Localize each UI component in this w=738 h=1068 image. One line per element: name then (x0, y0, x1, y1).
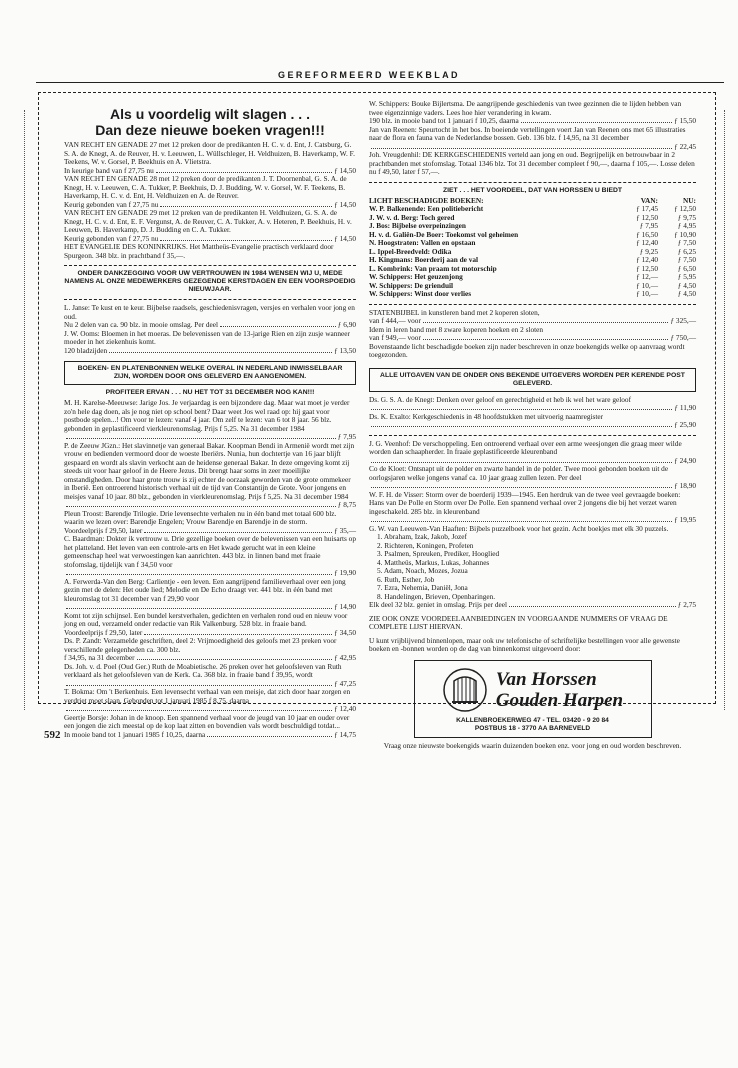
puzzle-item: 3. Psalmen, Spreuken, Prediker, Hooglied (377, 549, 500, 558)
intro-1: VAN RECHT EN GENADE 27 met 12 preken door de predikanten H. C. v. d. Ent, J. Catsburg, G. S. A. de Knegt, A. de Reuver, H. v. Leeuwen, L. Wüllschleger, H. Veldhuizen, B. Haverkamp, W. F. Teekens, W. v. Gorsel, P. Beekhuis en A. Vlietstra. (64, 140, 355, 166)
book-entry-8: Ds. Joh. v. d. Poel (Oud Ger.) Ruth de Moabietische. 26 preken over het geloofsleven van Ruth verklaard als het geloofsleven van de Kerk. Ca. 368 blz. in fraaie band f 39,95, wordt (64, 661, 342, 679)
price-line-r9: Elk deel 32 blz. geniet in omslag. Prijs per deel ƒ 2,75 (369, 600, 696, 609)
intro-4: HET EVANGELIE DES KONINKRIJKS. Het Mattheüs-Evangelie practisch verklaard door Spurgeon. 348 blz. in prachtband f 35,—. (64, 242, 334, 260)
headline-2: Dan deze nieuwe boeken vragen!!! (95, 122, 325, 138)
puzzle-item: 2. Richteren, Koningen, Profeten (377, 540, 474, 550)
sale-row: J. Bos: Bijbelse overpeinzingen ƒ 7,95 ƒ 4,95 (369, 221, 696, 230)
logo-postbox: POSTBUS 18 - 3770 AA BARNEVELD (474, 724, 591, 732)
sale-row: W. Schippers: De grienduil ƒ 10,— ƒ 4,50 (369, 280, 696, 290)
price-line-1: In keurige band van f 27,75 nu ƒ 14,50 (64, 165, 356, 175)
intro-3: VAN RECHT EN GENADE 29 met 12 preken van de predikanten H. Veldhuizen, G. S. A. de Knegt, H. C. v. d. Ent, E. F. Vergunst, A. de Reuver, C. A. Tukker, A. v. Heteren, P. Beekhuis, H. v. Leeuwen, B. Haverkamp, D. J. Budding en C. A. Tukker. (64, 208, 352, 234)
divider (369, 435, 696, 436)
header-title: GEREFORMEERD WEEKBLAD (278, 70, 460, 80)
book-entry-r9: G. W. van Leeuwen-Van Haaften: Bijbels puzzelboek voor het gezin. Acht boekjes met elk 30 puzzels. (369, 523, 669, 533)
left-margin-marks (24, 110, 31, 710)
sale-row: J. W. v. d. Berg: Toch gered ƒ 12,50 ƒ 9,75 (369, 212, 696, 222)
headline-1: Als u voordelig wilt slagen . . . (110, 106, 310, 122)
footer-note: Vraag onze nieuwste boekengids waarin duizenden boeken enz. voor jong en oud worden beschreven. (383, 740, 682, 750)
book-entry-r4: Ds. G. S. A. de Knegt: Denken over geloof en gerechtigheid et heb ik wel het ware geloof (369, 394, 631, 404)
profit-heading: PROFITEER ERVAN . . . NU HET TOT 31 DECEMBER NOG KAN!!! (105, 389, 315, 396)
book-entry-r6: J. G. Veenhof: De verschoppeling. Een ontroerend verhaal over een arme weesjongen die graag meer wilde worden dan schaapherder. In fraaie geplastificeerde kleurenband (369, 438, 682, 456)
right-margin-marks (724, 110, 731, 710)
ooms-entry: J. W. Ooms: Bloemen in het moeras. De belevenissen van de 13-jarige Rien en zijn zusje wanneer moeder in het ziekenhuis komt. (64, 328, 350, 346)
book-entry-r8: W. F. H. de Visser: Storm over de boerderij 1939—1945. Een herdruk van de twee veel gevraagde boeken: Hans van De Polle en Storm over De Polle. Een spannend verhaal over 2 jongens die bij het verzet waren ingeschakeld. 285 blz. in kleurenband (369, 489, 681, 516)
statenbijbel-entry-2: Idem in leren band met 8 zware koperen hoeken en 2 sloten (369, 324, 544, 334)
sale-row: W. Schippers: Het geuzenjong ƒ 12,— ƒ 5,95 (369, 272, 696, 281)
book-entry-r3: Joh. Vreugdenhil: DE KERKGESCHIEDENIS verteld aan jong en oud. Begrijpelijk en betrouwbaar in 2 prachtbanden met stofomslag. Totaal 1346 blz. Tot 31 december compleet f 90,—, daarna f 105,—. Losse delen nu f 49,50, later f 57,—. (369, 150, 695, 176)
puzzle-item: 1. Abraham, Izak, Jakob, Jozef (377, 532, 467, 541)
sale-row: H. Kingmans: Boerderij aan de val ƒ 12,40 ƒ 7,50 (369, 255, 696, 264)
intro-2: VAN RECHT EN GENADE 28 met 12 preken door de predikanten J. T. Doornenbal, G. S. A. de Knegt, H. v. Leeuwen, C. A. Tukker, P. Beekhuis, D. J. Budding, W. v. Gorsel, W. F. Teekens, B. Haverkamp, H. C. v. d. Ent, H. Veldhuizen en A. de Reuver. (64, 174, 347, 200)
book-entry-r5: Ds. K. Exalto: Kerkgeschiedenis in 48 hoofdstukken met uitvoerig naamregister (369, 411, 604, 421)
book-entry-r7: Co de Kloet: Ontsnapt uit de polder en zwarte handel in de polder. Twee mooi gebonden boeken uit de oorlogsjaren welke jongens vanaf ca. 10 jaar graag zullen lezen. Per deel (369, 464, 669, 482)
book-entry-4: C. Baardman: Dokter ik vertrouw u. Drie gezellige boeken over de belevenissen van een huisarts op het platteland. Het leven van een controle-arts en Het kwade gerucht wat in een kleine gemeenschap heel wat verwoestingen kan aanrichten. 443 blz. in linnen band met fraaie stofomslag, tijdelijk van f 34,50 voor (64, 534, 356, 569)
price-line-r8: ƒ 19,95 (369, 516, 696, 525)
publishers-box: ALLE UITGAVEN VAN DE ONDER ONS BEKENDE UITGEVERS WORDEN PER KERENDE POST GELEVERD. (369, 368, 696, 392)
ziet-heading: ZIET . . . HET VOORDEEL, DAT VAN HORSSEN U BIEDT (442, 186, 623, 194)
harp-icon (442, 667, 488, 713)
price-line-r1: 190 blz. in mooie band tot 1 januari f 10,25, daarna ƒ 15,50 (369, 116, 696, 125)
price-line-staten: van f 444,— voor ƒ 325,— (369, 316, 696, 325)
vouchers-box: BOEKEN- EN PLATENBONNEN WELKE OVERAL IN NEDERLAND INWISSELBAAR ZIJN, WORDEN DOOR ONS GELEVERD EN AANGENOMEN. (64, 361, 356, 385)
price-line-b9: ƒ 12,40 (64, 705, 356, 714)
price-line-ooms: 120 bladzijden ƒ 13,50 (64, 345, 356, 355)
price-line-b1: ƒ 7,95 (64, 433, 356, 442)
price-line-r2: ƒ 22,45 (369, 143, 696, 152)
ordering-note: U kunt vrijblijvend binnenlopen, maar ook uw telefonische of schriftelijke bestellingen voor alle gewenste boeken en -bonnen worden op de dag van binnenkomst uitgevoerd door: (369, 635, 680, 653)
divider (64, 265, 356, 266)
price-line-b6: Voordeelprijs f 29,50, later ƒ 34,50 (64, 627, 356, 637)
book-entry-r2: Jan van Reenen: Speurtocht in het bos. In boeiende vertellingen voert Jan van Reenen ons met 65 illustraties naar de flora en fauna van de Nederlandse bossen. Geb. 136 blz. f 14,95, na 31 december (369, 124, 686, 142)
sale-table-header: LICHT BESCHADIGDE BOEKEN: VAN: NU: (369, 195, 696, 205)
see-also-note: ZIE OOK ONZE VOORDEELAANBIEDINGEN IN VOORGAANDE NUMMERS OF VRAAG DE COMPLETE LIJST HIERVAN. (369, 613, 668, 631)
divider (369, 304, 696, 305)
right-column (369, 100, 696, 750)
price-line-janse: Nu 2 delen van ca. 90 blz. in mooie omslag. Per deel ƒ 6,90 (64, 320, 356, 329)
price-line-b7: f 34,95, na 31 december ƒ 42,95 (64, 653, 356, 662)
book-entry-r1: W. Schippers: Bouke Bijlertsma. De aangrijpende geschiedenis van twee gezinnen die te lijden hebben van twee eigenzinnige vaders. Lees hoe hier verandering in kwam. (369, 99, 682, 117)
book-entry-1: M. H. Karelse-Meeuwse: Jarige Jos. Je verjaardag is een bijzondere dag. Maar wat moet je verder zo'n hele dag doen, als je nog niet op school bent? Daar weet Jos wel raad op: hij gaat voor postbode spelen...! Om voor te lezen: vanaf 4 jaar. Om zelf te lezen: van 6 tot 8 jaar. 56 blz. gebonden in geplastificeerd vierkleurenomslag. Prijs f 5,25. Na 31 december 1984 (64, 398, 350, 433)
logo-name-1: Van Horssen (495, 668, 597, 690)
thanks-message: ONDER DANKZEGGING VOOR UW VERTROUWEN IN 1984 WENSEN WIJ U, MEDE NAMENS AL ONZE MEDEWERKERS GEZEGENDE KERSTDAGEN EN EEN VOORSPOEDIG NIEUWJAAR. (64, 270, 356, 293)
statenbijbel-entry: STATENBIJBEL in kunstleren band met 2 koperen sloten, (369, 307, 540, 317)
page-number: 592 (44, 729, 61, 741)
left-column (64, 100, 356, 739)
price-line-r4: ƒ 11,90 (369, 404, 696, 413)
divider (369, 182, 696, 183)
divider (64, 299, 356, 300)
price-line-b4: ƒ 19,90 (64, 569, 356, 578)
puzzle-item: 4. Mattheüs, Markus, Lukas, Johannes (377, 557, 490, 567)
price-line-b2: ƒ 8,75 (64, 501, 356, 510)
statenbijbel-note: Bovenstaande licht beschadigde boeken zijn nader beschreven in onze boekengids welke op aanvraag wordt toegezonden. (369, 341, 685, 359)
price-line-r6: ƒ 24,90 (369, 457, 696, 466)
price-line-b5: ƒ 14,90 (64, 603, 356, 612)
price-line-3: Keurig gebonden van f 27,75 nu ƒ 14,50 (64, 233, 356, 243)
book-entry-9: T. Bokma: Om 't Berkenhuis. Een levensecht verhaal van een meisje, dat zich door haar zorgen en verdriet moet slaan. Gebonden tot 1 januari 1985 f 8,75, daarna (64, 687, 351, 705)
sale-row: L. Ippel-Breedveld: Odika ƒ 9,25 ƒ 6,25 (369, 246, 696, 256)
price-line-r7: ƒ 18,90 (369, 482, 696, 491)
book-entry-2: P. de Zeeuw JGzn.: Het slavinnetje van generaal Bakar. Koopman Bendi in Armenië wordt met zijn vrouw en bedienden vermoord door de woeste Iberiërs. Nunia, hun dochtertje van 16 jaar blijft gespaard en wordt als slavin verkocht aan de heidense generaal Bakar. In deze omgeving komt zij steeds uit voor haar geloof in de Heere Jezus. Dit brengt haar soms in zeer moeilijke omstandigheden. Door haar grote trouw is zij echter de oorzaak geworden van de grote ommekeer in Iberië. Een ontroerend historisch verhaal uit de tijd van Constantijn de Grote. Voor jongens en meisjes vanaf 10 jaar. 80 blz., gebonden in vierkleurenomslag. Prijs f 5,25. Na 31 december 1984 (64, 440, 355, 501)
puzzle-item: 6. Ruth, Esther, Job (377, 574, 435, 584)
book-entry-5: A. Ferwerda-Van den Berg: Carlientje - een leven. Een aangrijpend familieverhaal over een jong gezin met de delen: Het oude lied; Melodie en De Echo draagt ver. 441 blz. in één band met kleuromslag tot 31 december van f 29,90 voor (64, 576, 346, 603)
puzzle-list (369, 533, 696, 601)
price-line-staten2: van f 949,— voor ƒ 750,— (369, 333, 696, 342)
book-entry-6: Komt tot zijn schijnsel. Een bundel kerstverhalen, gedichten en verhalen rond oud en nieuw voor jong en oud, verzameld onder redactie van Rik Valkenburg. 528 blz. in fraaie band. (64, 610, 348, 628)
book-entry-3: Pleun Troost: Barendje Trilogie. Drie levensechte verhalen nu in één band met totaal 600 blz. waarin we lezen over: Barendje Engelen; Vrouw Barendje en Barendje in de storm. (64, 508, 337, 526)
header-rule (36, 82, 724, 83)
puzzle-item: 8. Handelingen, Brieven, Openbaringen. (377, 591, 496, 601)
sale-table (369, 205, 696, 299)
publisher-logo-box (414, 660, 652, 738)
price-line-2: Keurig gebonden van f 27,75 nu ƒ 14,50 (64, 199, 356, 209)
sale-row: W. Schippers: Winst door verlies ƒ 10,— ƒ 4,50 (369, 289, 696, 298)
price-line-b3: Voordeelprijs f 29,50, later ƒ 35,— (64, 525, 356, 535)
logo-address: KALLENBROEKERWEG 47 - TEL. 03420 - 9 20 84 (456, 716, 609, 724)
puzzle-item: 7. Ezra, Nehemia, Daniël, Jona (377, 583, 468, 592)
sale-row: W. P. Balkenende: Een politiebericht ƒ 17,45 ƒ 12,50 (369, 204, 696, 213)
book-entry-10: Geertje Borsje: Johan in de knoop. Een spannend verhaal voor de jeugd van 10 jaar en ouder over een jongen die zich meestal op de kop laat zitten en bovendien vals wordt beschuldigd totdat... (64, 712, 350, 730)
price-line-b8: ƒ 47,25 (64, 680, 356, 689)
price-line-b10: In mooie band tot 1 januari 1985 f 10,25, daarna ƒ 14,75 (64, 729, 356, 739)
price-line-r5: ƒ 25,90 (369, 421, 696, 430)
puzzle-item: 5. Adam, Noach, Mozes, Jozua (377, 566, 468, 575)
sale-row: H. v. d. Galiën-De Boer: Toekomst vol geheimen ƒ 16,50 ƒ 10,90 (369, 229, 696, 239)
janse-entry: L. Janse: Te kust en te keur. Bijbelse raadsels, geschiedenisvragen, versjes en verhalen voor jong en oud. (64, 303, 355, 321)
logo-name-2: Gouden Harpen (495, 689, 624, 711)
sale-row: L. Kombrink: Van praam tot motorschip ƒ 12,50 ƒ 6,50 (369, 263, 696, 273)
book-entry-7: Ds. P. Zandt: Verzamelde geschriften, deel 2: Vrijmoedigheid des geloofs met 23 preken voor verschillende gelegenheden ca. 300 blz. (64, 636, 337, 654)
sale-row: N. Hoogstraten: Vallen en opstaan ƒ 12,40 ƒ 7,50 (369, 238, 696, 247)
